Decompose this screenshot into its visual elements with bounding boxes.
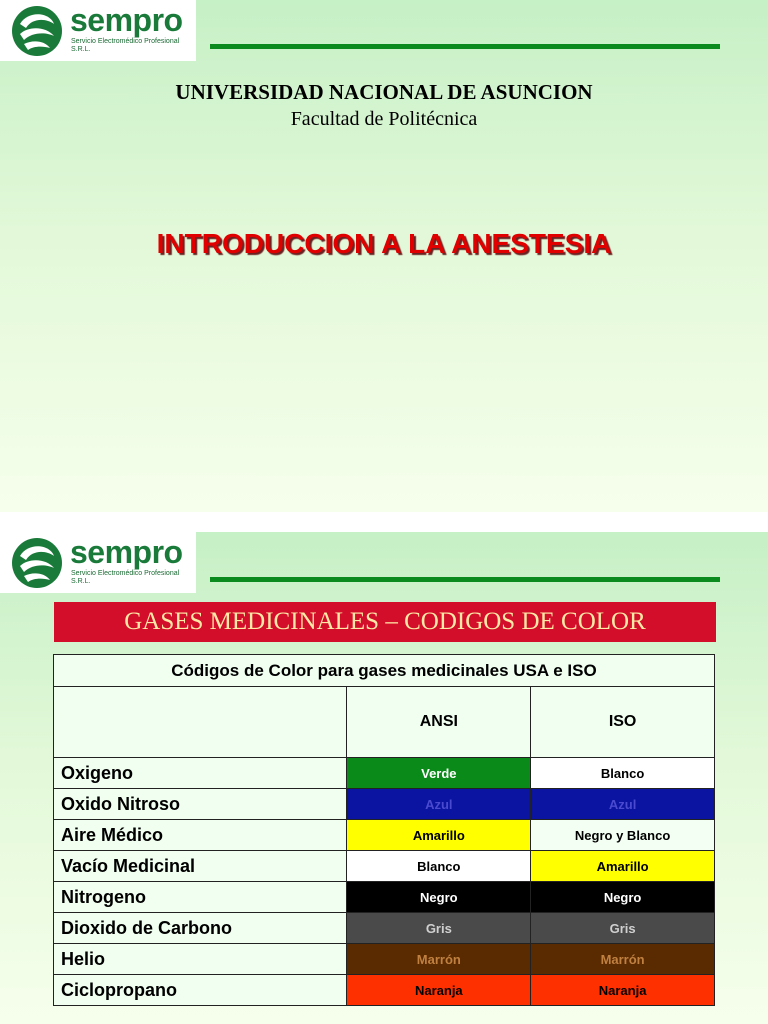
table-row — [54, 882, 715, 913]
table-row — [54, 944, 715, 975]
slide-gas-codes — [0, 532, 768, 1024]
header-empty-cell — [54, 687, 347, 758]
gas-name-cell: Oxido Nitroso — [54, 789, 347, 820]
gas-name-cell: Helio — [54, 944, 347, 975]
ansi-color-cell: Blanco — [347, 851, 531, 882]
sempro-swirl-icon — [10, 536, 64, 590]
gas-name-cell: Dioxido de Carbono — [54, 913, 347, 944]
iso-color-cell: Negro — [531, 882, 715, 913]
iso-color-cell: Negro y Blanco — [531, 820, 715, 851]
ansi-color-cell: Negro — [347, 882, 531, 913]
table-row — [54, 820, 715, 851]
iso-color-cell: Azul — [531, 789, 715, 820]
gas-name-cell: Oxigeno — [54, 758, 347, 789]
table-title-row — [54, 655, 715, 687]
iso-color-cell: Gris — [531, 913, 715, 944]
table-row — [54, 758, 715, 789]
logo-subtitle: Servicio Electromédico Profesional S.R.L. — [71, 570, 180, 585]
ansi-color-cell: Gris — [347, 913, 531, 944]
sempro-logo — [0, 0, 196, 61]
section-banner: GASES MEDICINALES – CODIGOS DE COLOR — [54, 602, 716, 642]
sempro-logo — [0, 532, 196, 593]
table-row — [54, 789, 715, 820]
logo-subtitle: Servicio Electromédico Profesional S.R.L. — [71, 38, 180, 53]
logo-name: sempro — [70, 534, 183, 570]
table-row — [54, 975, 715, 1006]
university-name: UNIVERSIDAD NACIONAL DE ASUNCION — [175, 80, 593, 104]
column-header-ansi: ANSI — [347, 687, 531, 758]
ansi-color-cell: Azul — [347, 789, 531, 820]
iso-color-cell: Naranja — [531, 975, 715, 1006]
slide-title-text: INTRODUCCION A LA ANESTESIA — [156, 228, 612, 259]
table-header-row — [54, 687, 715, 758]
ansi-color-cell: Verde — [347, 758, 531, 789]
logo-name: sempro — [70, 2, 183, 38]
gas-color-table — [53, 654, 715, 1006]
table-row — [54, 851, 715, 882]
header-rule — [210, 44, 720, 49]
faculty-name: Facultad de Politécnica — [290, 108, 478, 130]
gas-name-cell: Nitrogeno — [54, 882, 347, 913]
ansi-color-cell: Amarillo — [347, 820, 531, 851]
table-row — [54, 913, 715, 944]
ansi-color-cell: Marrón — [347, 944, 531, 975]
iso-color-cell: Amarillo — [531, 851, 715, 882]
gas-name-cell: Ciclopropano — [54, 975, 347, 1006]
iso-color-cell: Blanco — [531, 758, 715, 789]
column-header-iso: ISO — [531, 687, 715, 758]
table-body — [54, 758, 715, 1006]
gas-name-cell: Vacío Medicinal — [54, 851, 347, 882]
sempro-swirl-icon — [10, 4, 64, 58]
gas-name-cell: Aire Médico — [54, 820, 347, 851]
header-rule — [210, 577, 720, 582]
iso-color-cell: Marrón — [531, 944, 715, 975]
table-title: Códigos de Color para gases medicinales USA e ISO — [54, 655, 715, 687]
ansi-color-cell: Naranja — [347, 975, 531, 1006]
